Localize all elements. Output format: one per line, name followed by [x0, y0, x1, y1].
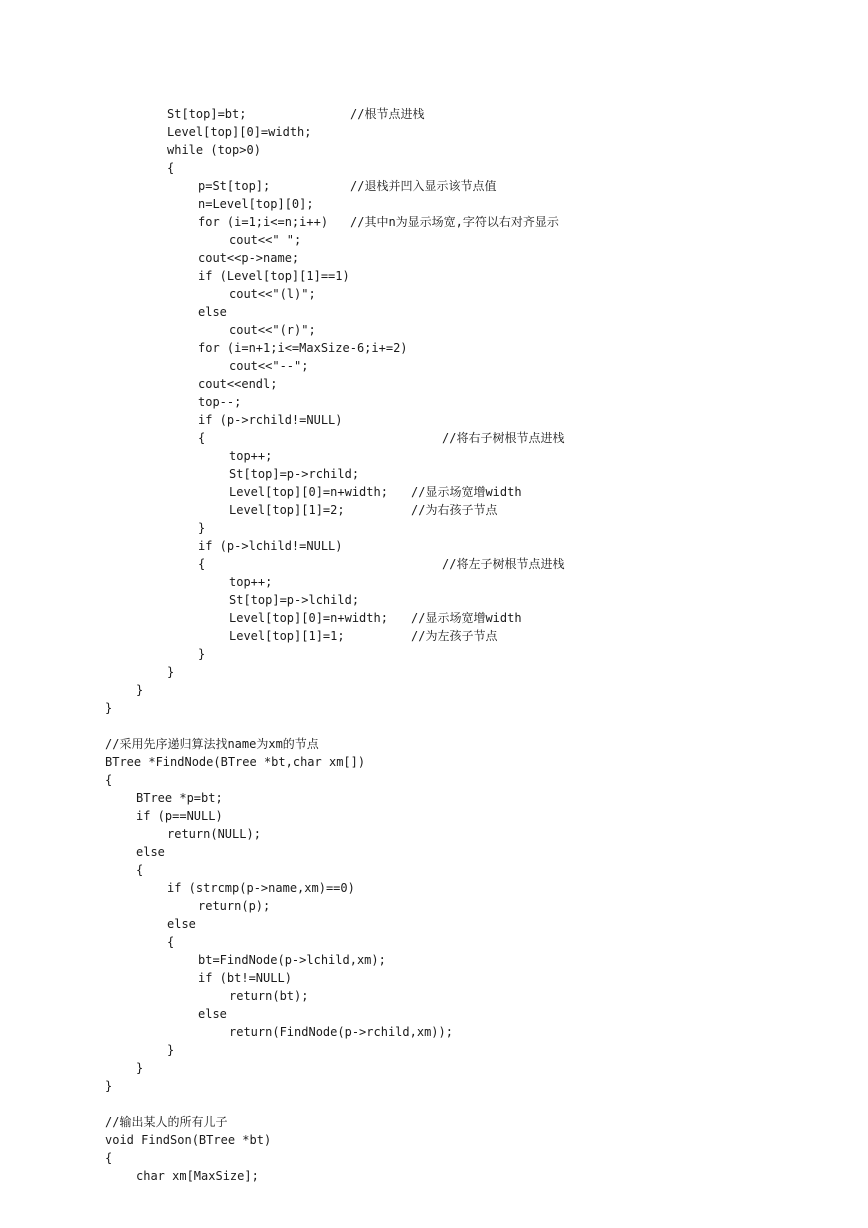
code-comment: //显示场宽增width	[411, 611, 522, 625]
code-text: St[top]=bt;	[167, 107, 247, 121]
code-text: cout<<endl;	[198, 377, 278, 391]
code-text: else	[167, 917, 196, 931]
code-line	[105, 1095, 453, 1113]
code-text: Level[top][0]=width;	[167, 125, 312, 139]
code-line	[105, 483, 522, 501]
code-text: }	[105, 701, 113, 715]
code-line	[105, 843, 453, 861]
code-text: void FindSon(BTree *bt)	[105, 1133, 272, 1147]
code-line	[105, 753, 453, 771]
code-line	[105, 573, 453, 591]
code-line	[105, 465, 453, 483]
code-line	[105, 1077, 453, 1095]
code-line	[105, 663, 453, 681]
code-line	[105, 159, 453, 177]
code-line	[105, 681, 453, 699]
code-comment: //将右子树根节点进栈	[442, 431, 565, 445]
code-text: p=St[top];	[198, 179, 271, 193]
code-line	[105, 447, 453, 465]
code-line	[105, 141, 453, 159]
code-text: for (i=n+1;i<=MaxSize-6;i+=2)	[198, 341, 408, 355]
code-line	[105, 825, 453, 843]
code-text: }	[198, 521, 206, 535]
code-line	[105, 429, 565, 447]
code-line	[105, 1149, 453, 1167]
code-line	[105, 951, 453, 969]
code-line	[105, 357, 453, 375]
code-comment: //为右孩子节点	[411, 503, 498, 517]
code-text: {	[198, 557, 206, 571]
code-text: {	[167, 161, 175, 175]
code-text: cout<<"(l)";	[229, 287, 316, 301]
code-text: else	[136, 845, 165, 859]
code-line	[105, 195, 453, 213]
code-line	[105, 807, 453, 825]
code-line	[105, 771, 453, 789]
code-line	[105, 519, 453, 537]
code-line	[105, 303, 453, 321]
code-line	[105, 879, 453, 897]
code-text: St[top]=p->lchild;	[229, 593, 360, 607]
code-text: if (p==NULL)	[136, 809, 223, 823]
code-line	[105, 555, 565, 573]
code-line	[105, 321, 453, 339]
code-text: if (p->rchild!=NULL)	[198, 413, 343, 427]
code-text: bt=FindNode(p->lchild,xm);	[198, 953, 386, 967]
code-line	[105, 393, 453, 411]
code-text: {	[105, 773, 113, 787]
code-text: }	[136, 1061, 144, 1075]
code-text: Level[top][0]=n+width;	[229, 485, 388, 499]
code-line	[105, 1023, 453, 1041]
code-text: cout<<"--";	[229, 359, 309, 373]
code-text: else	[198, 305, 227, 319]
code-line	[105, 285, 453, 303]
code-text: cout<<"(r)";	[229, 323, 316, 337]
code-text: if (Level[top][1]==1)	[198, 269, 350, 283]
code-line	[105, 645, 453, 663]
code-line	[105, 105, 453, 123]
code-text: {	[105, 1151, 113, 1165]
code-text: top++;	[229, 449, 273, 463]
code-line	[105, 537, 453, 555]
code-text: top++;	[229, 575, 273, 589]
code-text: {	[167, 935, 175, 949]
code-line	[105, 1131, 453, 1149]
code-line	[105, 969, 453, 987]
code-comment: //根节点进栈	[350, 107, 425, 121]
code-text: cout<<p->name;	[198, 251, 300, 265]
code-text: //采用先序递归算法找name为xm的节点	[105, 737, 319, 751]
code-line	[105, 339, 453, 357]
code-line	[105, 627, 498, 645]
code-text: top--;	[198, 395, 242, 409]
code-line	[105, 591, 453, 609]
code-line	[105, 375, 453, 393]
code-text: {	[136, 863, 144, 877]
code-line	[105, 177, 497, 195]
code-text: n=Level[top][0];	[198, 197, 314, 211]
code-text: if (strcmp(p->name,xm)==0)	[167, 881, 355, 895]
code-text: {	[198, 431, 206, 445]
code-text: while (top>0)	[167, 143, 261, 157]
code-line	[105, 1059, 453, 1077]
code-line	[105, 123, 453, 141]
code-text: }	[167, 1043, 175, 1057]
code-text: Level[top][1]=2;	[229, 503, 345, 517]
code-text: //输出某人的所有儿子	[105, 1115, 228, 1129]
code-line	[105, 1167, 453, 1185]
code-text: return(FindNode(p->rchild,xm));	[229, 1025, 453, 1039]
code-line	[105, 1041, 453, 1059]
code-listing	[105, 105, 565, 1185]
code-line	[105, 789, 453, 807]
code-text: }	[167, 665, 175, 679]
code-line	[105, 735, 453, 753]
code-line	[105, 861, 453, 879]
code-text: BTree *FindNode(BTree *bt,char xm[])	[105, 755, 366, 769]
code-comment: //退栈并凹入显示该节点值	[350, 179, 497, 193]
code-line	[105, 1005, 453, 1023]
code-text: for (i=1;i<=n;i++)	[198, 215, 329, 229]
code-line	[105, 897, 453, 915]
code-text: return(bt);	[229, 989, 309, 1003]
code-text: else	[198, 1007, 227, 1021]
code-line	[105, 231, 453, 249]
code-comment: //其中n为显示场宽,字符以右对齐显示	[350, 215, 559, 229]
code-line	[105, 717, 453, 735]
code-comment: //为左孩子节点	[411, 629, 498, 643]
code-comment: //将左子树根节点进栈	[442, 557, 565, 571]
code-text: }	[105, 1079, 113, 1093]
code-text: char xm[MaxSize];	[136, 1169, 259, 1183]
code-text: Level[top][0]=n+width;	[229, 611, 388, 625]
code-comment: //显示场宽增width	[411, 485, 522, 499]
code-text: if (bt!=NULL)	[198, 971, 292, 985]
code-text: }	[136, 683, 144, 697]
code-line	[105, 609, 522, 627]
code-text: if (p->lchild!=NULL)	[198, 539, 343, 553]
code-text: return(NULL);	[167, 827, 261, 841]
code-line	[105, 699, 453, 717]
code-line	[105, 411, 453, 429]
code-text: Level[top][1]=1;	[229, 629, 345, 643]
code-text: cout<<" ";	[229, 233, 302, 247]
code-line	[105, 213, 559, 231]
code-line	[105, 1113, 453, 1131]
code-line	[105, 933, 453, 951]
code-line	[105, 501, 498, 519]
code-line	[105, 267, 453, 285]
code-line	[105, 249, 453, 267]
code-text: return(p);	[198, 899, 271, 913]
code-line	[105, 987, 453, 1005]
code-text: St[top]=p->rchild;	[229, 467, 360, 481]
code-text: BTree *p=bt;	[136, 791, 223, 805]
code-text: }	[198, 647, 206, 661]
code-line	[105, 915, 453, 933]
